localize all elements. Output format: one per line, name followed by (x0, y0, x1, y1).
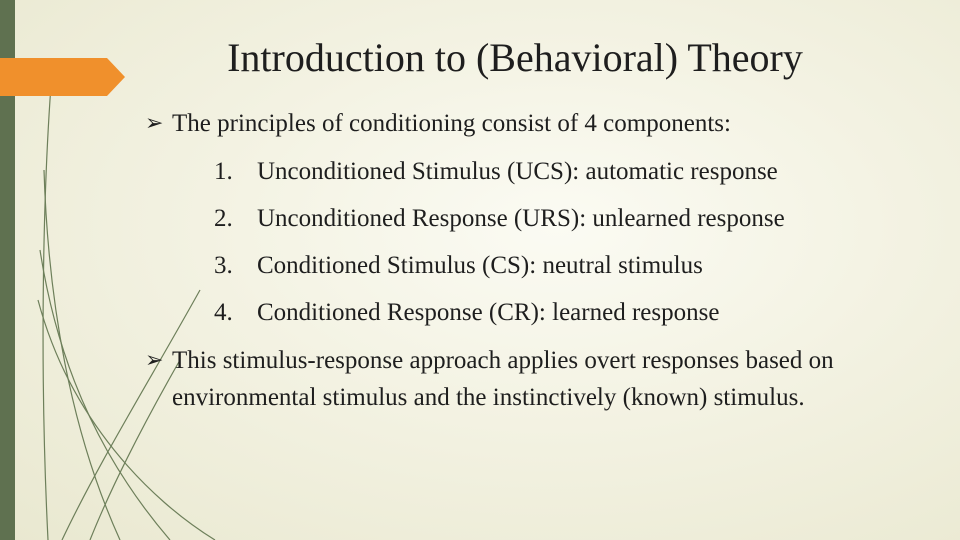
list-number-1: 1. (214, 158, 233, 185)
list-number-2: 2. (214, 205, 233, 232)
title-arrow-icon (0, 58, 125, 96)
list-item (214, 295, 785, 342)
bullet-item-2 (145, 342, 938, 416)
decor-line-2 (44, 170, 120, 540)
list-text-2: Unconditioned Response (URS): unlearned response (257, 205, 785, 232)
list-text-1: Unconditioned Stimulus (UCS): automatic response (257, 158, 778, 185)
arrowhead-bullet-icon: ➢ (145, 111, 164, 136)
list-item (214, 154, 785, 201)
components-list (214, 154, 785, 342)
bullet-item-1 (145, 107, 938, 141)
list-text-4: Conditioned Response (CR): learned response (257, 299, 720, 326)
bullet-text-2: This stimulus-response approach applies overt responses based on environmental stimulus and the instinctively (known) stimulus. (172, 347, 834, 411)
bullet-text-1: The principles of conditioning consist of 4 components: (172, 110, 731, 137)
arrowhead-bullet-icon: ➢ (145, 348, 164, 373)
decor-line-4 (38, 300, 215, 540)
list-number-3: 3. (214, 252, 233, 279)
list-number-4: 4. (214, 299, 233, 326)
decor-line-1 (43, 72, 52, 540)
list-text-3: Conditioned Stimulus (CS): neutral stimulus (257, 252, 703, 279)
list-item (214, 248, 785, 295)
slide-title: Introduction to (Behavioral) Theory (227, 35, 803, 80)
left-accent-bar (0, 0, 15, 540)
list-item (214, 201, 785, 248)
